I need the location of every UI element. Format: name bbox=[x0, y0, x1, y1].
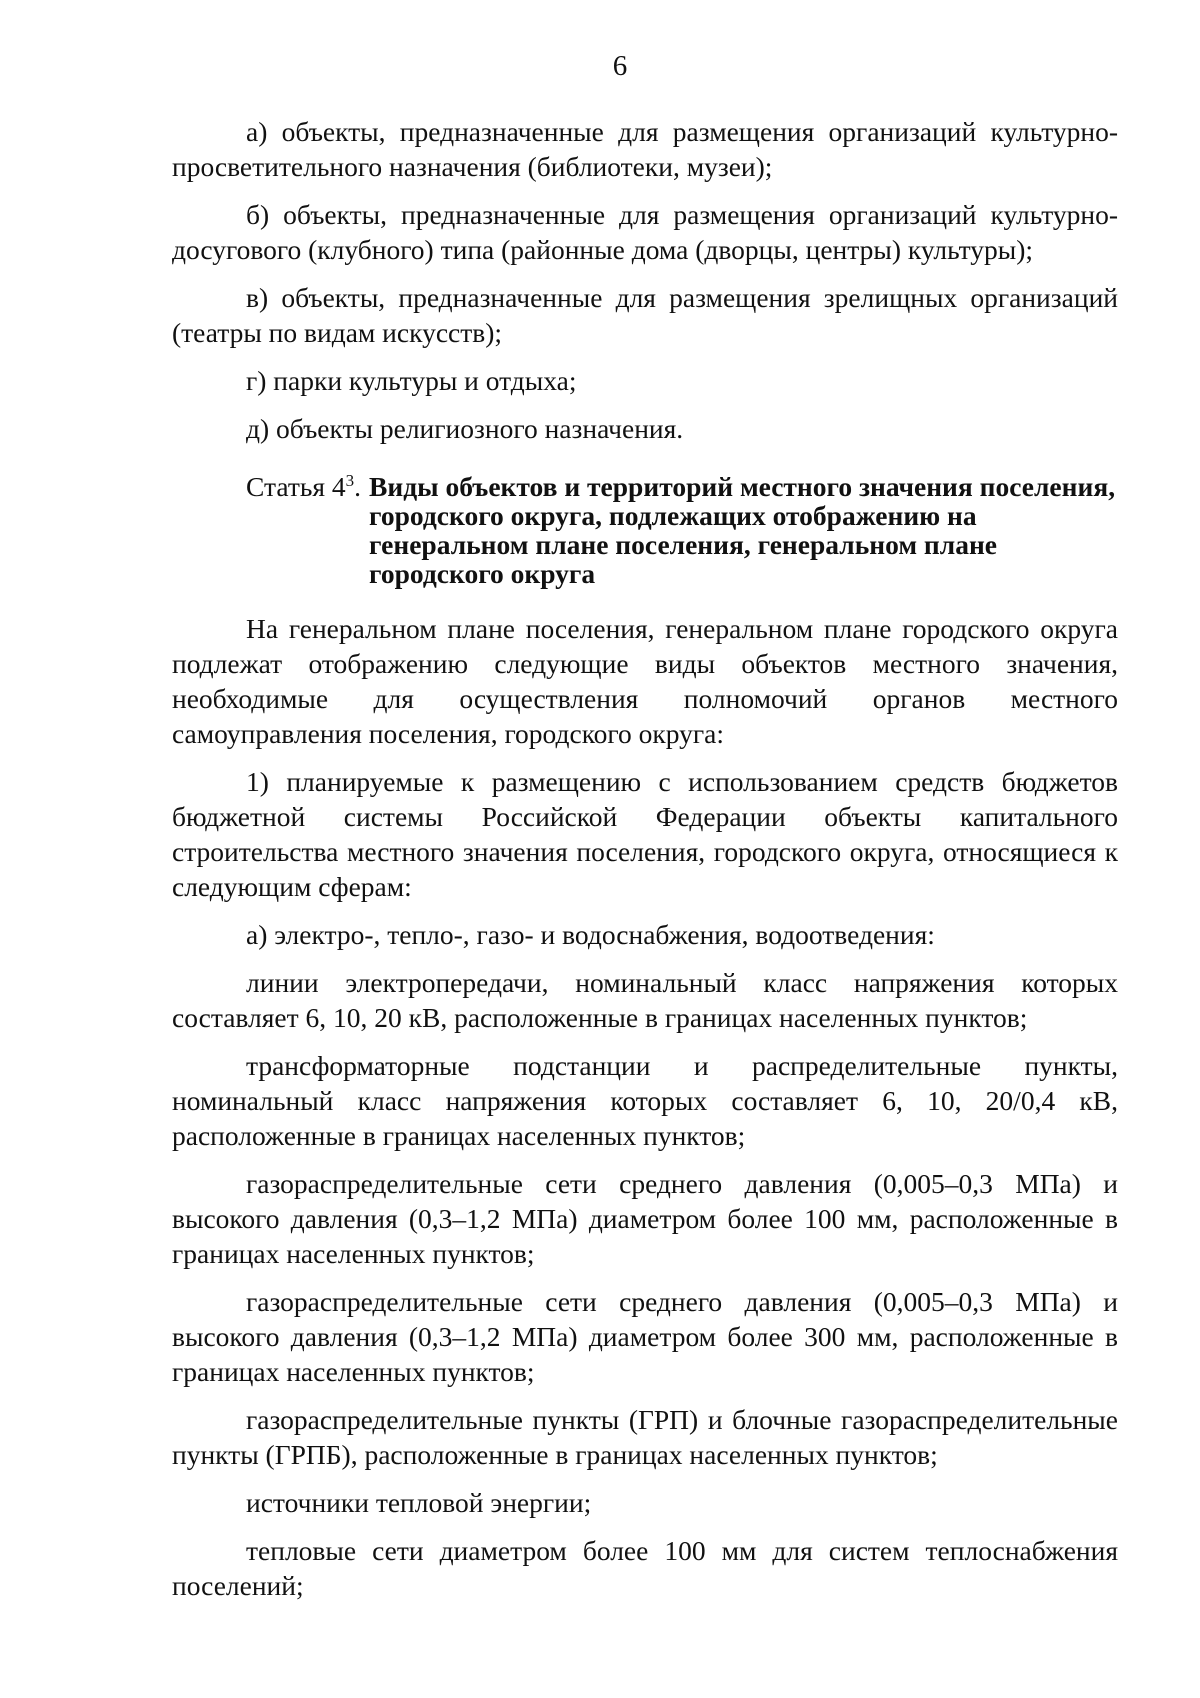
article-label-suffix: . bbox=[354, 471, 362, 502]
paragraph-subitem-a: а) электро-, тепло-, газо- и водоснабжения, водоотведения: bbox=[246, 919, 935, 950]
article-label-superscript: 3 bbox=[345, 470, 355, 490]
paragraph-heat-sources: источники тепловой энергии; bbox=[246, 1487, 592, 1518]
paragraph-gas-points: газораспределительные пункты (ГРП) и блочные газораспределительные пункты (ГРПБ), расположенные в границах населенных пунктов; bbox=[172, 1404, 1118, 1470]
paragraph-item-a: а) объекты, предназначенные для размещения организаций культурно-просветительного назначения (библиотеки, музеи); bbox=[172, 116, 1118, 182]
document-body bbox=[172, 114, 1118, 1616]
paragraph-item-v: в) объекты, предназначенные для размещения зрелищных организаций (театры по видам искусств); bbox=[172, 282, 1118, 348]
paragraph-gas-networks-100: газораспределительные сети среднего давления (0,005–0,3 МПа) и высокого давления (0,3–1,2 МПа) диаметром более 100 мм, расположенные в границах населенных пунктов; bbox=[172, 1168, 1118, 1269]
article-label-text: Статья 4 bbox=[246, 471, 346, 502]
article-heading bbox=[172, 472, 1118, 588]
page-number: 6 bbox=[612, 50, 628, 82]
article-title: Виды объектов и территорий местного значения поселения, городского округа, подлежащих отображению на генеральном плане поселения, генеральном плане городского округа bbox=[369, 471, 1116, 589]
paragraph-power-lines: линии электропередачи, номинальный класс напряжения которых составляет 6, 10, 20 кВ, расположенные в границах населенных пунктов; bbox=[172, 967, 1118, 1033]
paragraph-intro: На генеральном плане поселения, генеральном плане городского округа подлежат отображению следующие виды объектов местного значения, необходимые для осуществления полномочий органов местного самоуправления поселения, городского округа: bbox=[172, 613, 1118, 749]
paragraph-list-1: 1) планируемые к размещению с использованием средств бюджетов бюджетной системы Российской Федерации объекты капитального строительства местного значения поселения, городского округа, относящиеся к следующим сферам: bbox=[172, 766, 1118, 902]
paragraph-item-b: б) объекты, предназначенные для размещения организаций культурно-досугового (клубного) типа (районные дома (дворцы, центры) культуры); bbox=[172, 199, 1118, 265]
paragraph-item-d: д) объекты религиозного назначения. bbox=[246, 413, 684, 444]
article-label bbox=[172, 472, 361, 588]
paragraph-transformer-substations: трансформаторные подстанции и распределительные пункты, номинальный класс напряжения которых составляет 6, 10, 20/0,4 кВ, расположенные в границах населенных пунктов; bbox=[172, 1050, 1118, 1151]
paragraph-gas-networks-300: газораспределительные сети среднего давления (0,005–0,3 МПа) и высокого давления (0,3–1,2 МПа) диаметром более 300 мм, расположенные в границах населенных пунктов; bbox=[172, 1286, 1118, 1387]
paragraph-heat-networks: тепловые сети диаметром более 100 мм для систем теплоснабжения поселений; bbox=[172, 1535, 1118, 1601]
paragraph-item-g: г) парки культуры и отдыха; bbox=[246, 365, 577, 396]
